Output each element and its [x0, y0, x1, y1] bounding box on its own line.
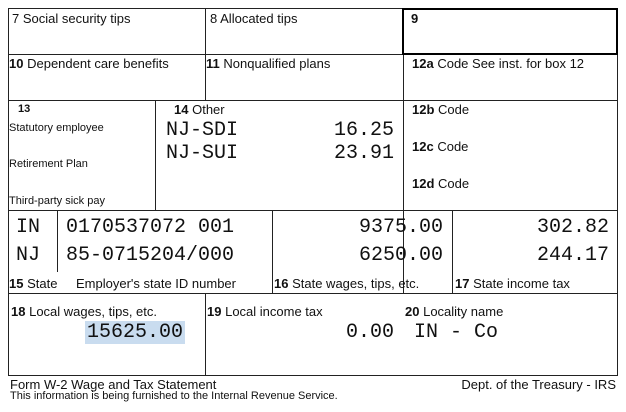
box-15-label: 15 State [9, 276, 58, 291]
box-12c-label: 12c Code [412, 139, 469, 154]
box-14-amount-2: 23.91 [333, 142, 394, 165]
grid-line [155, 100, 156, 210]
box-10-label: 10 Dependent care benefits [9, 56, 169, 71]
box-11-label: 11 Nonqualified plans [206, 56, 331, 71]
box-16-label: 16 State wages, tips, etc. [274, 276, 420, 291]
state-wages-2: 6250.00 [358, 244, 443, 267]
box-19-label: 19 Local income tax [207, 304, 323, 319]
grid-line [617, 8, 618, 375]
grid-line [8, 100, 618, 101]
statutory-employee-label: Statutory employee [9, 122, 104, 134]
box-18-value[interactable]: 15625.00 [87, 321, 184, 344]
box-14-amount-1: 16.25 [333, 119, 394, 142]
grid-line [8, 210, 618, 211]
state-id-2: 85-0715204/000 [66, 244, 235, 267]
box-15-id-label: Employer's state ID number [76, 276, 236, 291]
box-7-label: 7 Social security tips [12, 11, 131, 26]
box-13-label: 13 [18, 103, 31, 115]
third-party-sick-pay-label: Third-party sick pay [9, 195, 105, 207]
box-14-code-2: NJ-SUI [166, 142, 239, 165]
state-2: NJ [16, 244, 41, 267]
box-8-label: 8 Allocated tips [210, 11, 298, 26]
state-tax-2: 244.17 [536, 244, 609, 267]
grid-line [57, 210, 58, 272]
grid-line [205, 8, 206, 100]
box-12a-label: 12a Code See inst. for box 12 [412, 56, 585, 71]
grid-line [272, 210, 273, 293]
box-14-code-1: NJ-SDI [166, 119, 239, 142]
state-wages-1: 9375.00 [358, 216, 443, 239]
box-14-label: 14 Other [174, 102, 225, 117]
state-1: IN [16, 216, 41, 239]
grid-line [205, 293, 206, 375]
grid-line [8, 375, 618, 376]
box-20-value: IN - Co [414, 321, 499, 344]
state-tax-1: 302.82 [536, 216, 609, 239]
grid-line [452, 210, 453, 293]
state-id-1: 0170537072 001 [66, 216, 235, 239]
box-12b-label: 12b Code [412, 102, 470, 117]
box-17-label: 17 State income tax [455, 276, 570, 291]
box-19-value: 0.00 [345, 321, 394, 344]
box-9-label: 9 [411, 11, 419, 26]
box-18-label: 18 Local wages, tips, etc. [11, 304, 157, 319]
box-9 [402, 8, 618, 55]
grid-line [8, 293, 618, 294]
retirement-plan-label: Retirement Plan [9, 158, 88, 170]
form-title: Form W-2 Wage and Tax Statement [10, 377, 217, 392]
box-20-label: 20 Locality name [405, 304, 504, 319]
irs-notice: This information is being furnished to the Internal Revenue Service. [10, 390, 338, 402]
dept-label: Dept. of the Treasury - IRS [461, 377, 616, 392]
box-12d-label: 12d Code [412, 176, 470, 191]
